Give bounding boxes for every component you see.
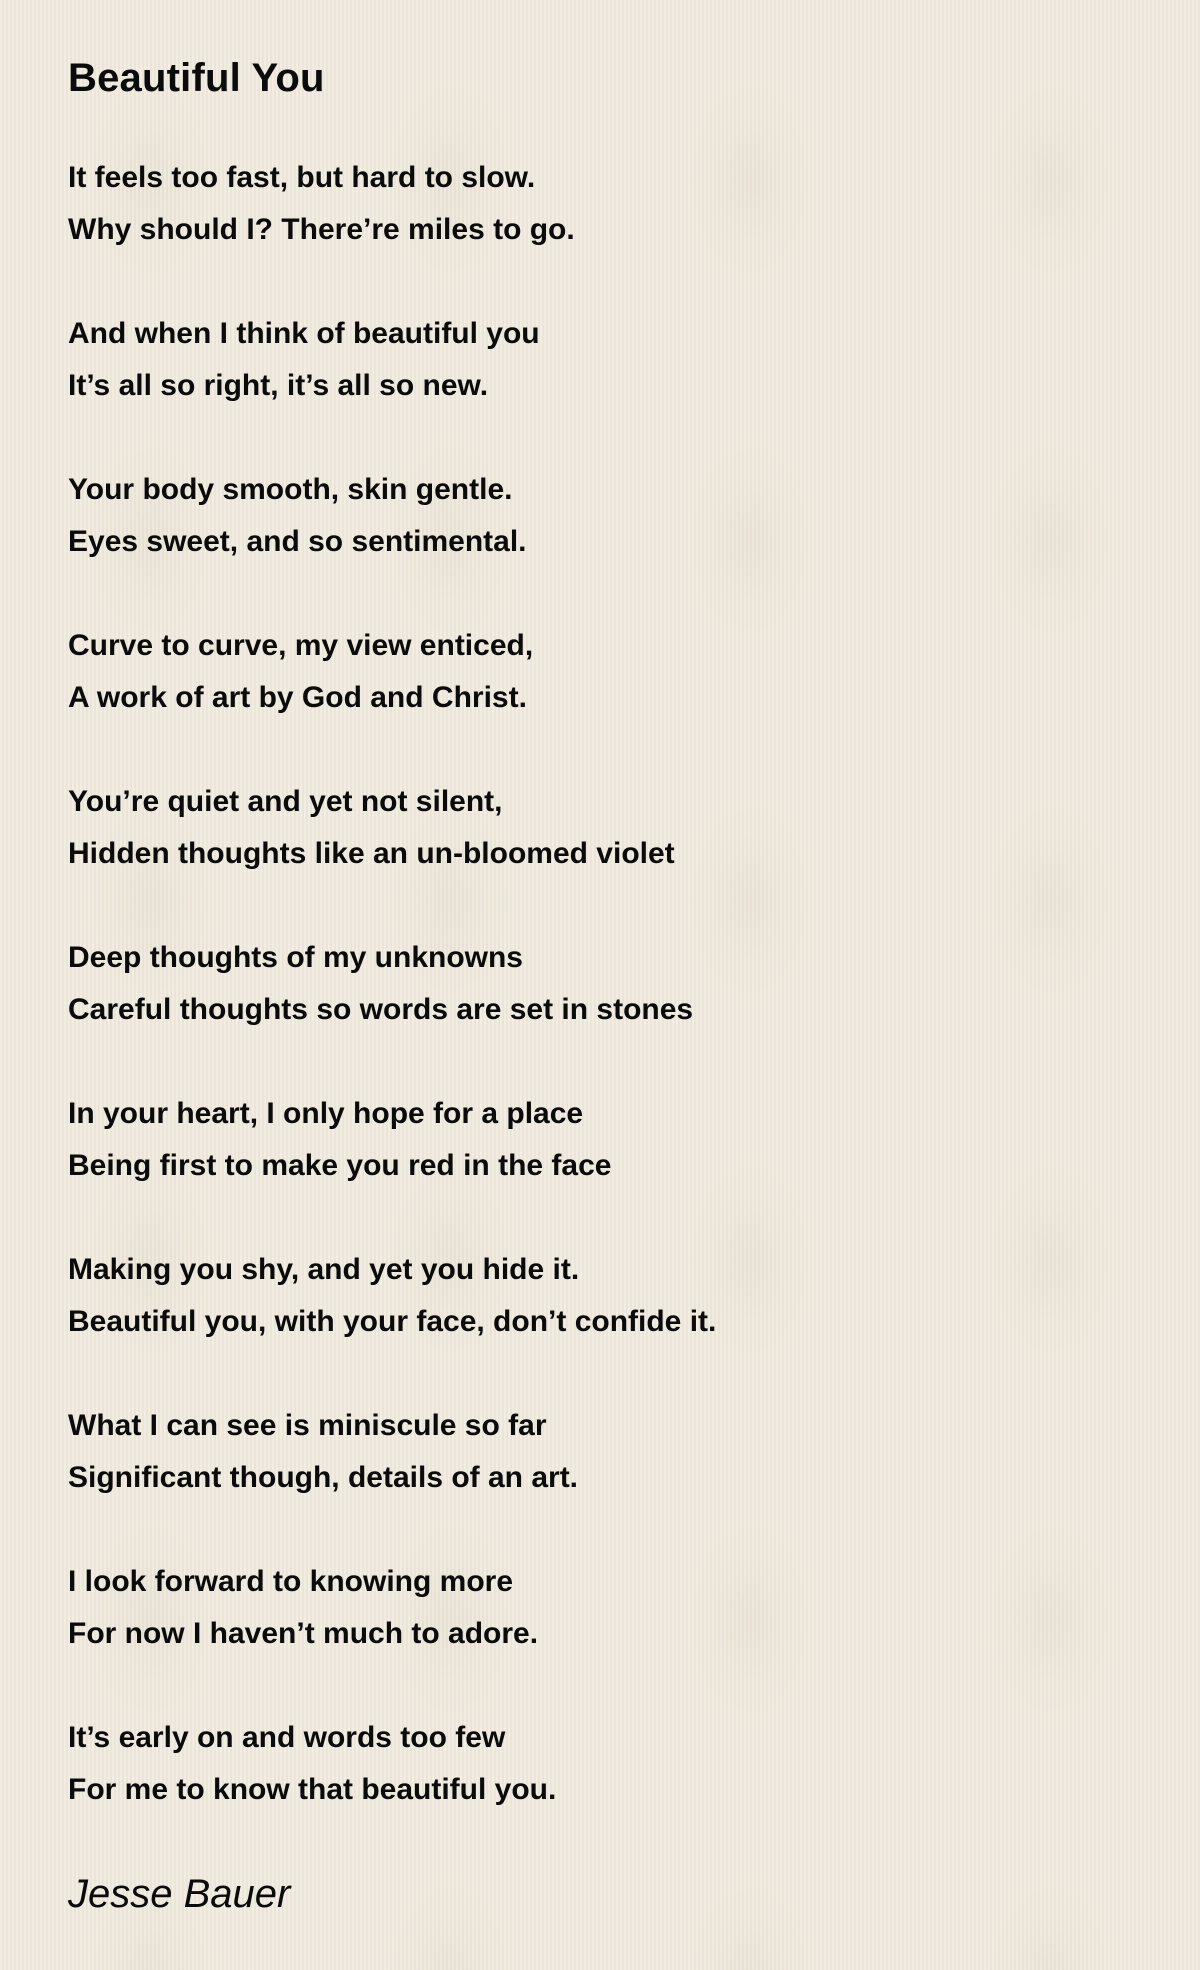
poem-line: For me to know that beautiful you. bbox=[68, 1773, 557, 1806]
poem-line: I look forward to knowing more bbox=[68, 1565, 514, 1598]
poem-line: Curve to curve, my view enticed, bbox=[68, 629, 534, 662]
stanza bbox=[68, 776, 1148, 880]
poem-line: Significant though, details of an art. bbox=[68, 1461, 579, 1494]
poem-line: Being first to make you red in the face bbox=[68, 1149, 612, 1182]
poem-title: Beautiful You bbox=[68, 56, 325, 100]
stanza bbox=[68, 1400, 1148, 1504]
poem-line: You’re quiet and yet not silent, bbox=[68, 785, 503, 818]
poem-line: A work of art by God and Christ. bbox=[68, 681, 527, 714]
poem-line: What I can see is miniscule so far bbox=[68, 1409, 547, 1442]
poem-line: Deep thoughts of my unknowns bbox=[68, 941, 523, 974]
stanza bbox=[68, 620, 1148, 724]
stanza bbox=[68, 152, 1148, 256]
poem-body bbox=[68, 152, 1148, 1816]
stanza bbox=[68, 1244, 1148, 1348]
poem-author: Jesse Bauer bbox=[68, 1872, 291, 1916]
stanza bbox=[68, 1556, 1148, 1660]
poem-line: Hidden thoughts like an un-bloomed violet bbox=[68, 837, 675, 870]
poem-line: It feels too fast, but hard to slow. bbox=[68, 161, 536, 194]
poem-line: Careful thoughts so words are set in stones bbox=[68, 993, 694, 1026]
poem-line: It’s all so right, it’s all so new. bbox=[68, 369, 489, 402]
poem-line: It’s early on and words too few bbox=[68, 1721, 506, 1754]
poem-line: In your heart, I only hope for a place bbox=[68, 1097, 584, 1130]
poem-line: Eyes sweet, and so sentimental. bbox=[68, 525, 527, 558]
stanza bbox=[68, 1088, 1148, 1192]
poem-line: For now I haven’t much to adore. bbox=[68, 1617, 539, 1650]
poem-line: Making you shy, and yet you hide it. bbox=[68, 1253, 580, 1286]
stanza bbox=[68, 932, 1148, 1036]
poem-line: Beautiful you, with your face, don’t confide it. bbox=[68, 1305, 717, 1338]
poem-line: Your body smooth, skin gentle. bbox=[68, 473, 513, 506]
poem-line: And when I think of beautiful you bbox=[68, 317, 540, 350]
stanza bbox=[68, 464, 1148, 568]
stanza bbox=[68, 1712, 1148, 1816]
poem-line: Why should I? There’re miles to go. bbox=[68, 213, 575, 246]
poem-page bbox=[68, 48, 1148, 1868]
stanza bbox=[68, 308, 1148, 412]
